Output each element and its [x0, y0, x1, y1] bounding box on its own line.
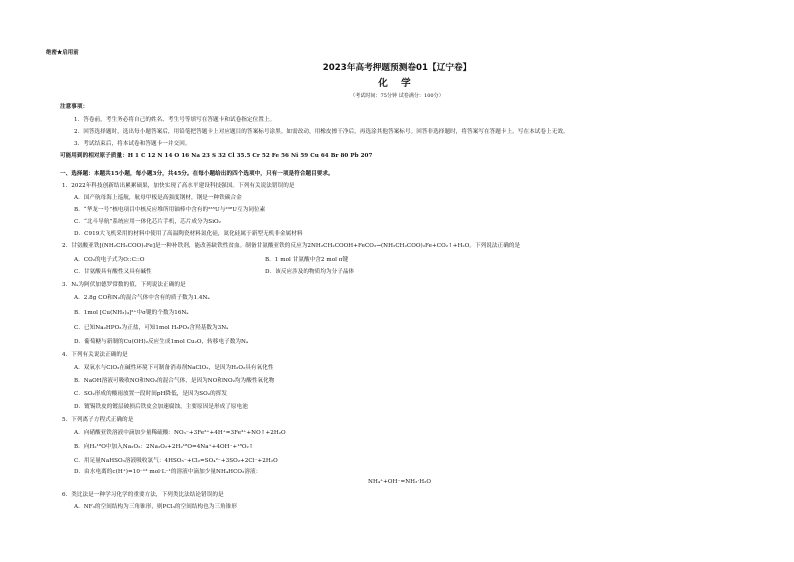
- question-stem: 5．下列离子方程式正确的是: [62, 417, 134, 423]
- question-option: B．1 mol 甘氨酸中含2 mol π键: [265, 257, 349, 263]
- question-option: A．CO₂的电子式为O::C::O: [74, 257, 145, 263]
- question-option: D．葡萄糖与新制的Cu(OH)₂反应生成1mol Cu₂O，转移电子数为Nₐ: [74, 339, 249, 345]
- question-option: A．NF₃的空间结构为三角锥形，则PCl₃的空间结构也为三角锥形: [74, 504, 237, 510]
- question-option: A．2.8g CO和N₂的混合气体中含有的质子数为1.4Nₐ: [74, 295, 210, 301]
- atomic-masses: 可能用到的相对原子质量：H 1 C 12 N 14 O 16 Na 23 S 32 Cl 35.5 Cr 52 Fe 56 Ni 59 Cu 64 Br 80 Pb 207: [60, 153, 373, 159]
- question-option: D．镀锡铁皮的镀层破损后铁皮会加速腐蚀，主要原因是形成了原电池: [74, 404, 248, 410]
- question-option: A．国产航母海上巡航，航母甲板是高强度钢材，钢是一种铁碳合金: [74, 195, 242, 201]
- notice-item: 3．考试结束后，将本试卷和答题卡一并交回。: [74, 141, 191, 147]
- question-stem: 1．2022年科技创新结出累累硕果，加快实现了高水平建设科技强国。下列有关说法错误的是: [62, 183, 295, 189]
- question-stem: 3．Nₐ为阿伏加德罗常数的值，下列说法正确的是: [62, 282, 186, 288]
- notice-heading: 注意事项：: [60, 104, 89, 110]
- question-option: C．SO₂形成的酸雨放置一段时间pH降低，是因为SO₂的挥发: [74, 391, 228, 397]
- question-option: B．“华龙一号”核电项目中核反应堆所用铀棒中含有的²³⁵U与²³⁸U互为同位素: [74, 207, 266, 213]
- question-option: C．用足量NaHSO₃溶液吸收氯气：4HSO₃⁻+Cl₂=SO₄²⁻+3SO₂+2Cl⁻+2H₂O: [74, 458, 278, 464]
- question-option: B．向H₂¹⁸O中加入Na₂O₂：2Na₂O₂+2H₂¹⁸O=4Na⁺+4OH⁻+¹⁸O₂↑: [74, 444, 254, 450]
- question-option: C．“北斗导航”系统应用一体化芯片手机，芯片成分为SiO₂: [74, 219, 221, 225]
- question-stem: 4．下列有关说法正确的是: [62, 352, 128, 358]
- secret-label: 绝密★启用前: [46, 50, 79, 56]
- question-option: B．1mol [Cu(NH₃)₄]²⁺中σ键的个数为16Nₐ: [74, 310, 189, 316]
- question-option: C．甘氨酸具有酸性又具有碱性: [74, 269, 152, 275]
- formula-line: NH₄⁺+OH⁻=NH₃·H₂O: [368, 479, 432, 485]
- exam-info: （考试时间：75分钟 试卷满分：100分）: [350, 93, 444, 99]
- notice-item: 2．回答选择题时，选出每小题答案后，用铅笔把答题卡上对应题目的答案标号涂黑。如需改动，用橡皮擦干净后，再选涂其他答案标号。回答非选择题时，将答案写在答题卡上。写在本试卷上无效。: [74, 129, 569, 135]
- question-option: C．已知Na₂HPO₃为正盐，可知1mol H₃PO₃含羟基数为3Nₐ: [74, 325, 229, 331]
- exam-title: 2023年高考押题预测卷01【辽宁卷】: [322, 63, 472, 73]
- question-option: B．NaOH溶液可吸收NO和NO₂的混合气体，是因为NO和NO₂均为酸性氧化物: [74, 378, 275, 384]
- question-option: A．双氧水与ClO₂在碱性环境下可制备消毒剂NaClO₂，是因为H₂O₂具有氧化性: [74, 365, 274, 371]
- section-heading: 一、选择题：本题共15小题，每小题3分，共45分。在每小题给出的四个选项中，只有一项是符合题目要求。: [60, 171, 334, 177]
- question-stem: 6．类比法是一种学习化学的重要方法，下列类比法结论错误的是: [62, 492, 224, 498]
- question-option: A．向硝酸亚铁溶液中滴加少量稀硫酸：NO₃⁻+3Fe²⁺+4H⁺=3Fe³⁺+NO↑+2H₂O: [74, 430, 286, 436]
- question-option: D．由水电离的c(H⁺)=10⁻¹³ mol·L⁻¹的溶液中滴加少量NH₄HCO₃溶液：: [74, 469, 262, 475]
- subject-heading: 化 学: [378, 78, 416, 89]
- question-option: D．该反应涉及的物质均为分子晶体: [265, 269, 355, 275]
- notice-item: 1．答卷前，考生务必将自己的姓名、考生号等填写在答题卡和试卷指定位置上。: [74, 117, 276, 123]
- question-option: D．C919大飞机采用的材料中使用了高温陶瓷材料氮化硅，氮化硅属于新型无机非金属材料: [74, 231, 303, 237]
- question-stem: 2．甘氨酸亚铁[(NH₂CH₂COO)₂Fe]是一种补铁剂，能改善缺铁性贫血。制备甘氨酸亚铁的反应为2NH₂CH₂COOH+FeCO₃→(NH₂CH₂COO)₂Fe+CO₂↑+H₂O。下列说法正确的是: [62, 243, 521, 249]
